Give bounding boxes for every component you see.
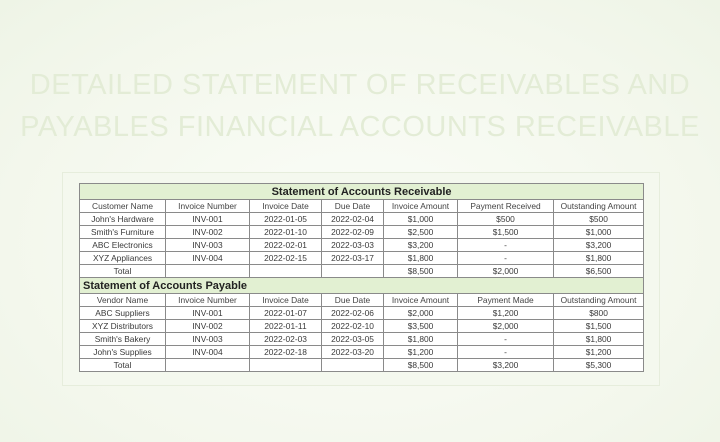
table-cell: - (458, 239, 554, 252)
table-cell: $8,500 (384, 265, 458, 278)
column-header: Invoice Number (166, 200, 250, 213)
table-row (80, 307, 644, 320)
table-cell (322, 265, 384, 278)
table-cell: $1,200 (458, 307, 554, 320)
table-cell: $1,800 (554, 252, 644, 265)
payable-title-row (80, 278, 644, 294)
table-row (80, 252, 644, 265)
table-cell: $3,500 (384, 320, 458, 333)
table-cell: 2022-02-18 (250, 346, 322, 359)
column-header: Invoice Amount (384, 200, 458, 213)
table-row (80, 333, 644, 346)
receivable-title: Statement of Accounts Receivable (80, 184, 644, 200)
table-cell: 2022-03-03 (322, 239, 384, 252)
receivable-header-row (80, 200, 644, 213)
table-cell: INV-002 (166, 226, 250, 239)
table-cell: INV-001 (166, 213, 250, 226)
table-cell: INV-003 (166, 239, 250, 252)
heading-line-2: PAYABLES FINANCIAL ACCOUNTS RECEIVABLE (20, 111, 700, 143)
table-cell: 2022-03-05 (322, 333, 384, 346)
table-cell: 2022-02-04 (322, 213, 384, 226)
column-header: Customer Name (80, 200, 166, 213)
table-cell: 2022-01-07 (250, 307, 322, 320)
table-cell: $1,200 (554, 346, 644, 359)
table-cell: Smith's Bakery (80, 333, 166, 346)
column-header: Outstanding Amount (554, 200, 644, 213)
table-cell: $3,200 (384, 239, 458, 252)
table-cell: $2,000 (384, 307, 458, 320)
column-header: Invoice Amount (384, 294, 458, 307)
table-cell: $5,300 (554, 359, 644, 372)
spreadsheet-card (62, 172, 660, 386)
table-cell: 2022-01-10 (250, 226, 322, 239)
column-header: Outstanding Amount (554, 294, 644, 307)
table-cell: 2022-02-01 (250, 239, 322, 252)
table-cell: $1,800 (384, 252, 458, 265)
table-cell: $1,000 (554, 226, 644, 239)
statements-table (79, 183, 644, 372)
table-cell: 2022-02-15 (250, 252, 322, 265)
table-cell: $1,200 (384, 346, 458, 359)
table-row (80, 226, 644, 239)
table-cell: $6,500 (554, 265, 644, 278)
table-cell: John's Hardware (80, 213, 166, 226)
table-cell: XYZ Appliances (80, 252, 166, 265)
column-header: Payment Made (458, 294, 554, 307)
table-cell: $3,200 (554, 239, 644, 252)
table-cell (166, 359, 250, 372)
table-cell: $2,000 (458, 320, 554, 333)
table-cell: INV-004 (166, 346, 250, 359)
table-cell (322, 359, 384, 372)
table-cell: $2,500 (384, 226, 458, 239)
table-cell (250, 265, 322, 278)
table-cell: INV-002 (166, 320, 250, 333)
table-cell: 2022-01-05 (250, 213, 322, 226)
table-cell: $1,500 (554, 320, 644, 333)
table-cell: 2022-03-20 (322, 346, 384, 359)
total-row (80, 265, 644, 278)
table-cell: $500 (458, 213, 554, 226)
table-cell: - (458, 333, 554, 346)
table-cell: INV-001 (166, 307, 250, 320)
total-row (80, 359, 644, 372)
receivable-title-row (80, 184, 644, 200)
table-cell: $8,500 (384, 359, 458, 372)
table-cell: $1,800 (384, 333, 458, 346)
page-heading (20, 64, 700, 148)
table-row (80, 346, 644, 359)
table-cell: Total (80, 265, 166, 278)
table-cell: John's Supplies (80, 346, 166, 359)
table-cell: $1,000 (384, 213, 458, 226)
table-cell: ABC Electronics (80, 239, 166, 252)
column-header: Due Date (322, 200, 384, 213)
table-cell: XYZ Distributors (80, 320, 166, 333)
table-cell: Smith's Furniture (80, 226, 166, 239)
column-header: Invoice Date (250, 294, 322, 307)
table-cell: 2022-01-11 (250, 320, 322, 333)
table-cell: INV-003 (166, 333, 250, 346)
table-cell: $1,500 (458, 226, 554, 239)
table-cell: INV-004 (166, 252, 250, 265)
column-header: Invoice Date (250, 200, 322, 213)
column-header: Invoice Number (166, 294, 250, 307)
table-cell: $1,800 (554, 333, 644, 346)
table-row (80, 213, 644, 226)
table-cell: - (458, 346, 554, 359)
column-header: Vendor Name (80, 294, 166, 307)
table-cell (250, 359, 322, 372)
table-row (80, 239, 644, 252)
payable-title: Statement of Accounts Payable (80, 278, 644, 294)
table-cell (166, 265, 250, 278)
table-cell: $2,000 (458, 265, 554, 278)
table-cell: 2022-02-03 (250, 333, 322, 346)
table-cell: 2022-02-06 (322, 307, 384, 320)
table-cell: 2022-02-10 (322, 320, 384, 333)
table-cell: ABC Suppliers (80, 307, 166, 320)
table-cell: Total (80, 359, 166, 372)
table-row (80, 320, 644, 333)
table-cell: $3,200 (458, 359, 554, 372)
table-cell: 2022-02-09 (322, 226, 384, 239)
payable-header-row (80, 294, 644, 307)
table-cell: $800 (554, 307, 644, 320)
heading-line-1: DETAILED STATEMENT OF RECEIVABLES AND (29, 69, 691, 101)
table-cell: $500 (554, 213, 644, 226)
table-cell: 2022-03-17 (322, 252, 384, 265)
table-cell: - (458, 252, 554, 265)
column-header: Due Date (322, 294, 384, 307)
column-header: Payment Received (458, 200, 554, 213)
